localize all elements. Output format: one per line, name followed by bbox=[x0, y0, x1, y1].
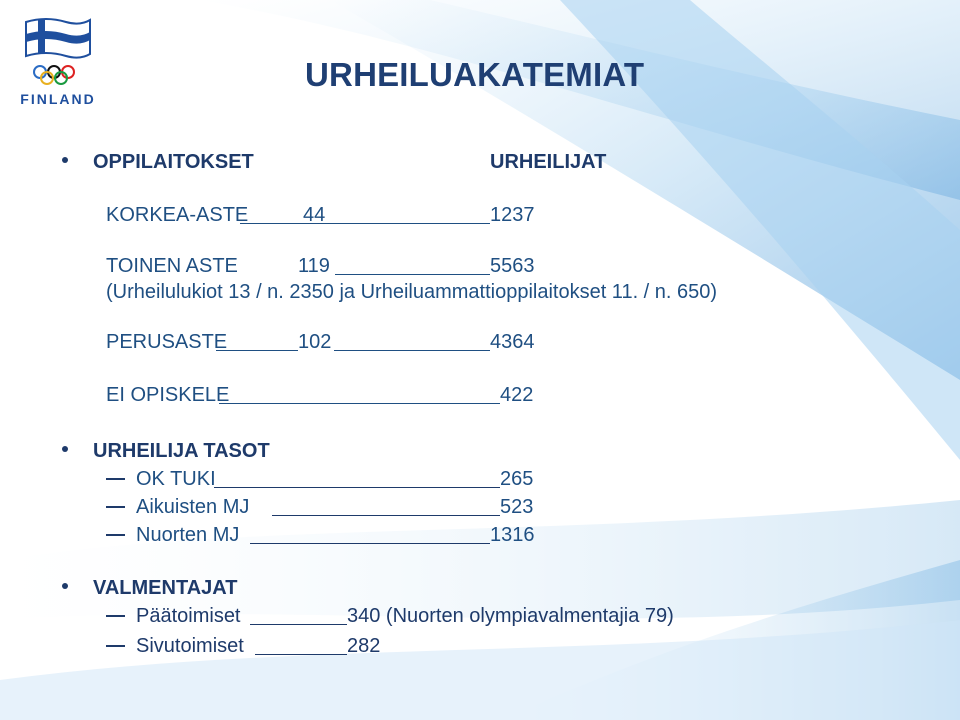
row-athletes-toinen-aste: 5563 bbox=[490, 255, 535, 277]
bullet-oppilaitokset bbox=[62, 157, 68, 163]
logo-text: FINLAND bbox=[20, 91, 96, 107]
underline-ok-tuki bbox=[214, 487, 500, 488]
row-label-perusaste: PERUSASTE bbox=[106, 331, 228, 353]
tasot-value-nuorten-mj: 1316 bbox=[490, 524, 535, 546]
dash-ok-tuki bbox=[106, 478, 125, 480]
underline-ei-opiskele bbox=[219, 403, 500, 404]
tasot-heading: URHEILIJA TASOT bbox=[93, 440, 270, 462]
valmentajat-value-paatoimiset: 340 (Nuorten olympiavalmentajia 79) bbox=[347, 605, 674, 627]
underline-paatoimiset bbox=[250, 624, 347, 625]
dash-sivutoimiset bbox=[106, 645, 125, 647]
tasot-label-nuorten-mj: Nuorten MJ bbox=[136, 524, 240, 546]
row-athletes-korkea-aste: 1237 bbox=[490, 204, 535, 226]
dash-paatoimiset bbox=[106, 615, 125, 617]
urheilijat-heading: URHEILIJAT bbox=[490, 151, 607, 173]
valmentajat-label-sivutoimiset: Sivutoimiset bbox=[136, 635, 244, 657]
underline-nuorten-mj bbox=[250, 543, 490, 544]
bullet-tasot bbox=[62, 446, 68, 452]
oppilaitokset-heading: OPPILAITOKSET bbox=[93, 151, 254, 173]
valmentajat-label-paatoimiset: Päätoimiset bbox=[136, 605, 241, 627]
tasot-label-ok-tuki: OK TUKI bbox=[136, 468, 216, 490]
finland-olympic-logo bbox=[18, 14, 98, 112]
row-label-korkea-aste: KORKEA-ASTE bbox=[106, 204, 249, 226]
valmentajat-heading: VALMENTAJAT bbox=[93, 577, 238, 599]
olympic-rings-icon bbox=[34, 66, 74, 84]
finnish-flag-icon bbox=[26, 19, 90, 58]
underline-korkea-aste bbox=[240, 223, 490, 224]
underline-perusaste-2 bbox=[334, 350, 490, 351]
underline-sivutoimiset bbox=[255, 654, 347, 655]
underline-toinen-aste bbox=[335, 274, 490, 275]
toinen-aste-note: (Urheilulukiot 13 / n. 2350 ja Urheiluammattioppilaitokset 11. / n. 650) bbox=[106, 281, 718, 303]
bullet-valmentajat bbox=[62, 583, 68, 589]
dash-aikuisten-mj bbox=[106, 506, 125, 508]
row-count-perusaste: 102 bbox=[298, 331, 332, 353]
underline-perusaste-1 bbox=[216, 350, 298, 351]
underline-aikuisten-mj bbox=[272, 515, 500, 516]
row-count-korkea-aste: 44 bbox=[303, 204, 326, 226]
row-athletes-ei-opiskele: 422 bbox=[500, 384, 534, 406]
valmentajat-value-sivutoimiset: 282 bbox=[347, 635, 381, 657]
tasot-label-aikuisten-mj: Aikuisten MJ bbox=[136, 496, 250, 518]
row-count-toinen-aste: 119 bbox=[298, 255, 330, 277]
row-athletes-perusaste: 4364 bbox=[490, 331, 535, 353]
tasot-value-aikuisten-mj: 523 bbox=[500, 496, 534, 518]
page-title: URHEILUAKATEMIAT bbox=[305, 56, 645, 93]
row-label-toinen-aste: TOINEN ASTE bbox=[106, 255, 238, 277]
row-label-ei-opiskele: EI OPISKELE bbox=[106, 384, 230, 406]
tasot-value-ok-tuki: 265 bbox=[500, 468, 534, 490]
dash-nuorten-mj bbox=[106, 534, 125, 536]
